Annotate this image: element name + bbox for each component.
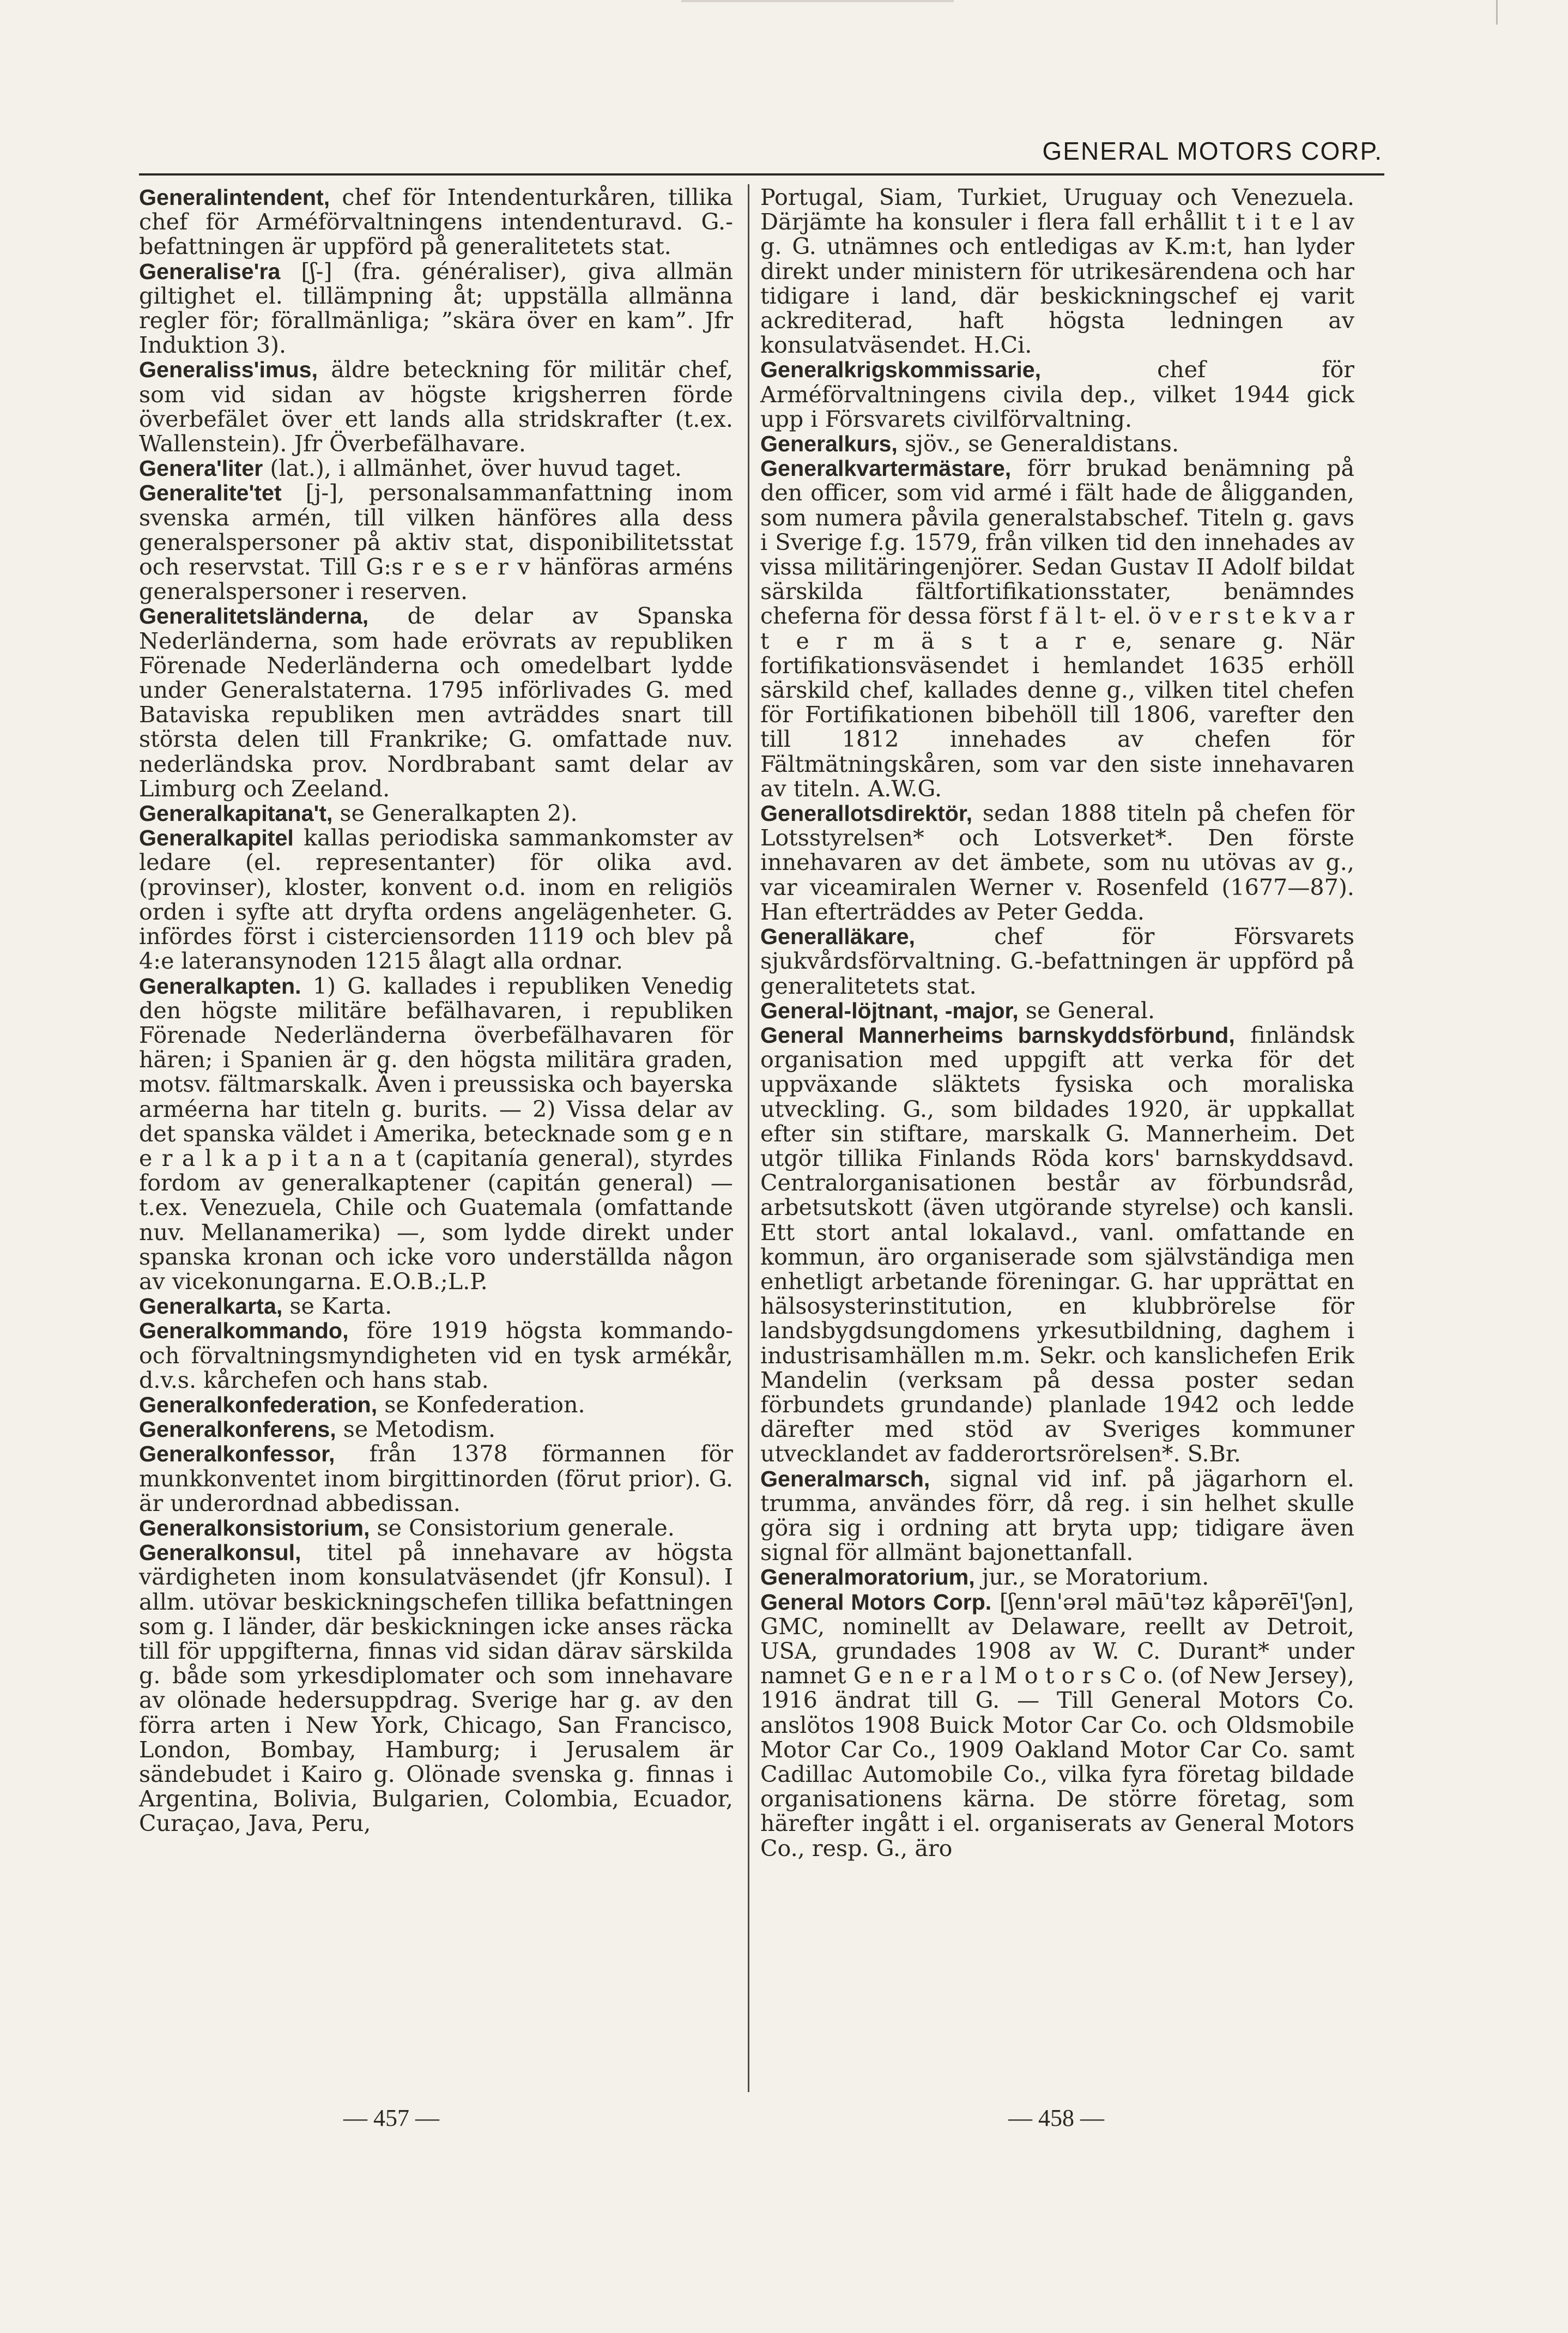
right-edge-mark [1496, 0, 1498, 25]
entry-term: Generalkonsul, [139, 1540, 301, 1566]
entry-text: från 1378 förmannen för munkkonventet inom birgittinorden (förut prior). G. är underordnad abbedissan. [139, 1441, 733, 1516]
entry-text: Portugal, Siam, Turkiet, Uruguay och Venezuela. Därjämte ha konsuler i flera fall erhållit t i t e l av g. G. utnämnes och entledigas av K.m:t, han lyder direkt under ministern för utrikesärendena och har tidigare i land, där beskickningschef ej varit ackrediterad, haft högsta ledningen av konsulatväsendet. H.Ci. [760, 184, 1354, 359]
dictionary-entry [760, 999, 1354, 1023]
entry-text: före 1919 högsta kommando- och förvaltningsmyndigheten vid en tysk armékår, d.v.s. kårchefen och hans stab. [139, 1317, 734, 1393]
entry-text: chef för Arméförvaltningens civila dep., vilket 1944 gick upp i Försvarets civilförvaltning. [760, 356, 1354, 432]
entry-term: Generalkonsistorium, [139, 1515, 370, 1540]
dictionary-entry [139, 1417, 733, 1442]
dictionary-entry [760, 185, 1354, 358]
entry-text: [j-], personalsammanfattning inom svenska armén, till vilken hänföres alla dess generalspersoner på aktiv stat, disponibilitetsstat och reservstat. Till G:s r e s e r v hänföras arméns generalspersoner i reserven. [139, 480, 734, 605]
running-header: GENERAL MOTORS CORP. [1042, 137, 1383, 165]
entry-term: Generalkapten. [139, 973, 301, 999]
dictionary-entry [139, 801, 733, 826]
entry-term: Generalkapitana't, [139, 801, 333, 826]
dictionary-entry [139, 259, 733, 358]
dictionary-entry [139, 604, 733, 801]
entry-term: Generalkarta, [139, 1294, 283, 1319]
entry-text: 1) G. kallades i republiken Venedig den högste militäre befälhavaren, i republiken Förenade Nederländerna överbefälhavaren för hären; i Spanien är g. den högsta militära graden, motsv. fältmarskalk. Även i preussiska och bayerska arméerna har titeln g. burits. — 2) Vissa delar av det spanska väldet i Amerika, betecknade som g e n e r a l k a p i t a n a t (capitanía general), styrdes fordom av generalkaptener (capitán general) — t.ex. Venezuela, Chile och Guatemala (omfattande nuv. Mellanamerika) —, som lydde direkt under spanska kronan och icke voro underställda någon av vicekonungarna. E.O.B.;L.P. [139, 972, 733, 1295]
dictionary-entry [760, 1590, 1354, 1861]
entry-term: Generalmoratorium, [760, 1564, 975, 1590]
entry-term: General Motors Corp. [760, 1589, 992, 1615]
entry-term: Generalläkare, [760, 924, 915, 950]
page-number-right: — 458 — [1008, 2105, 1104, 2131]
dictionary-entry [760, 432, 1354, 456]
entry-term: Generalkvartermästare, [760, 456, 1012, 481]
entry-text: se Konfederation. [384, 1391, 585, 1418]
header-rule [139, 173, 1384, 176]
entry-text: chef för Försvarets sjukvårdsförvaltning. G.-befattningen är uppförd på generalitetets stat. [760, 923, 1354, 999]
entry-term: Generalkrigskommissarie, [760, 357, 1042, 383]
dictionary-entry [760, 801, 1354, 924]
entry-text: förr brukad benämning på den officer, som vid armé i fält hade de åligganden, som numera påvila generalstabschef. Titeln g. gavs i Sverige f.g. 1579, från vilken tid den innehades av vissa militäringenjörer. Sedan Gustav II Adolf bildat särskilda fältfortifikationsstater, benämndes cheferna för dessa först f ä l t- el. ö v e r s t e k v a r t e r m ä s t a r e, senare g. När fortifikationsväsendet i hemlandet 1635 erhöll särskild chef, kallades denne g., vilken titel chefen för Fortifikationen bibehöll till 1806, varefter den till 1812 innehades av chefen för Fältmätningskåren, som var den siste innehavaren av titeln. A.W.G. [760, 455, 1354, 802]
dictionary-entry [760, 1467, 1354, 1566]
entry-text: finländsk organisation med uppgift att verka för det uppväxande släktets fysiska och moraliska utveckling. G., som bildades 1920, är uppkallat efter sin stiftare, marskalk G. Mannerheim. Det utgör tillika Finlands Röda kors' barnskyddsavd. Centralorganisationen består av förbundsråd, arbetsutskott (även utgörande styrelse) och kansli. Ett stort antal lokalavd., vanl. omfattande en kommun, äro organiserade som självständiga men enhetligt arbetande föreningar. G. har upprättat en hälsosysterinstitution, en klubbrörelse för landsbygdsungdomens yrkesutbildning, daghem i industrisamhällen m.m. Sekr. och kanslichefen Erik Mandelin (verksam på dessa poster sedan förbundets grundande) planlade 1942 och ledde därefter med stöd av Sveriges kommuner utvecklandet av fadderortsrörelsen*. S.Br. [760, 1022, 1354, 1467]
dictionary-entry [139, 358, 733, 456]
dictionary-entry [760, 456, 1354, 801]
entry-term: Genera'liter [139, 456, 263, 481]
entry-text: äldre beteckning för militär chef, som vid sidan av högste krigsherren förde överbefälet över ett lands alla stridskrafter (t.ex. Wallenstein). Jfr Överbefälhavare. [139, 356, 734, 457]
entry-term: Generalkonfessor, [139, 1441, 335, 1467]
entry-term: Generalitetsländerna, [139, 603, 369, 629]
right-column [760, 185, 1354, 1861]
dictionary-entry [139, 185, 733, 259]
entry-term: Generallotsdirektör, [760, 801, 973, 826]
dictionary-entry [139, 1294, 733, 1319]
dictionary-entry [760, 924, 1354, 999]
entry-text: chef för Intendenturkåren, tillika chef för Arméförvaltningens intendenturavd. G.-befattningen är uppförd på generalitetets stat. [139, 184, 733, 260]
entry-text: se Metodism. [343, 1416, 496, 1443]
dictionary-entry [139, 481, 733, 604]
entry-term: Generalise'ra [139, 258, 281, 284]
dictionary-entry [139, 1540, 733, 1836]
entry-text: se Generalkapten 2). [340, 800, 578, 827]
entry-text: (lat.), i allmänhet, över huvud taget. [270, 455, 682, 482]
entry-text: se Karta. [289, 1293, 392, 1320]
entry-term: Generalmarsch, [760, 1466, 930, 1491]
left-column [139, 185, 733, 1836]
dictionary-entry [760, 1023, 1354, 1467]
entry-term: Generalkurs, [760, 431, 898, 457]
entry-text: se General. [1025, 997, 1155, 1024]
entry-term: Generalkonfederation, [139, 1392, 378, 1417]
entry-text: de delar av Spanska Nederländerna, som hade erövrats av republiken Förenade Nederländerna och omedelbart lydde under Generalstaterna. 1795 införlivades G. med Bataviska republiken men avträddes snart till största delen till Frankrike; G. omfattade nuv. nederländska prov. Nordbrabant samt delar av Limburg och Zeeland. [139, 603, 733, 802]
entry-text: kallas periodiska sammankomster av ledare (el. representanter) för olika avd. (provinser), kloster, konvent o.d. inom en religiös orden i syfte att dryfta ordens angelägenheter. G. infördes först i cisterciensorden 1119 och blev på 4:e lateransynoden 1215 ålagt alla ordnar. [139, 825, 733, 975]
entry-term: Generalkommando, [139, 1318, 349, 1344]
column-divider [748, 184, 749, 2092]
dictionary-entry [139, 1393, 733, 1417]
dictionary-entry [139, 1442, 733, 1516]
entry-text: [ʃenn'ərəl māū'təz kåpərēī'ʃən], GMC, nominellt av Delaware, reellt av Detroit, USA, grundades 1908 av W. C. Durant* under namnet G e n e r a l M o t o r s C o. (of New Jersey), 1916 ändrat till G. — Till General Motors Co. anslötos 1908 Buick Motor Car Co. och Oldsmobile Motor Car Co., 1909 Oakland Motor Car Co. samt Cadillac Automobile Co., vilka fyra företag bildade organisationens kärna. De större företag, som härefter ingått i el. organiserats av General Motors Co., resp. G., äro [760, 1588, 1354, 1861]
entry-term: Generalintendent, [139, 185, 330, 210]
entry-text: titel på innehavare av högsta värdigheten inom konsulatväsendet (jfr Konsul). I allm. utövar beskickningschefen tillika befattningen som g. I länder, där beskickningen icke anses räcka till för uppgifterna, finnas vid sidan därav särskilda g. både som yrkesdiplomater och som innehavare av olönade hedersuppdrag. Sverige har g. av den förra arten i New York, Chicago, San Francisco, London, Bombay, Hamburg; i Jerusalem är sändebudet i Kairo g. Olönade svenska g. finnas i Argentina, Bolivia, Bulgarien, Colombia, Ecuador, Curaçao, Java, Peru, [139, 1539, 734, 1837]
entry-text: [ʃ-] (fra. généraliser), giva allmän giltighet el. tillämpning åt; uppställa allmänna regler för; förallmänliga; ”skära över en kam”. Jfr Induktion 3). [139, 258, 734, 359]
dictionary-entry [139, 1516, 733, 1540]
entry-term: Generaliss'imus, [139, 357, 318, 383]
dictionary-entry [139, 826, 733, 974]
dictionary-entry [760, 1565, 1354, 1589]
entry-term: Generalite'tet [139, 480, 282, 506]
entry-term: General Mannerheims barnskyddsförbund, [760, 1022, 1235, 1048]
entry-term: Generalkapitel [139, 825, 294, 851]
dictionary-entry [139, 456, 733, 481]
entry-text: jur., se Moratorium. [982, 1564, 1209, 1591]
entry-text: sjöv., se Generaldistans. [904, 431, 1179, 457]
entry-term: Generalkonferens, [139, 1417, 336, 1442]
dictionary-entry [139, 1319, 733, 1393]
entry-text: signal vid inf. på jägarhorn el. trumma, användes förr, då reg. i sin helhet skulle göra sig i ordning att bryta upp; tidigare även signal för allmänt bajonettanfall. [760, 1465, 1354, 1566]
dictionary-entry [139, 974, 733, 1295]
page-number-left: — 457 — [343, 2105, 439, 2131]
top-edge-mark [681, 0, 954, 2]
dictionary-entry [760, 358, 1354, 432]
entry-term: General-löjtnant, -major, [760, 998, 1019, 1023]
entry-text: sedan 1888 titeln på chefen för Lotsstyrelsen* och Lotsverket*. Den förste innehavaren av det ämbete, som nu utövas av g., var viceamiralen Werner v. Rosenfeld (1677—87). Han efterträddes av Peter Gedda. [760, 800, 1355, 925]
entry-text: se Consistorium generale. [377, 1514, 675, 1541]
